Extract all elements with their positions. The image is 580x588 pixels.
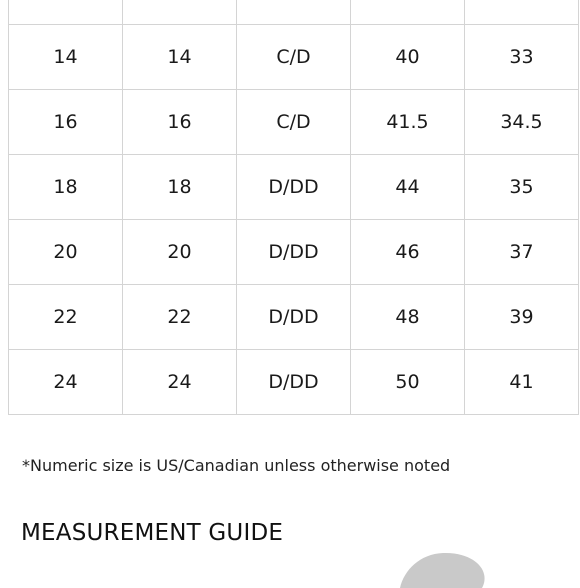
table-cell: 37 xyxy=(465,220,579,285)
table-cell: 16 xyxy=(9,90,123,155)
table-cell: 14 xyxy=(9,25,123,90)
table-cell xyxy=(351,0,465,25)
size-chart-table xyxy=(8,0,579,415)
table-cell: 24 xyxy=(9,350,123,415)
table-cell: C/D xyxy=(237,25,351,90)
table-cell: 39 xyxy=(465,285,579,350)
table-cell: 34.5 xyxy=(465,90,579,155)
table-cell: 50 xyxy=(351,350,465,415)
table-cell: 44 xyxy=(351,155,465,220)
table-cell: D/DD xyxy=(237,155,351,220)
table-cell: 20 xyxy=(123,220,237,285)
table-cell xyxy=(9,0,123,25)
table-cell: 24 xyxy=(123,350,237,415)
table-row xyxy=(9,350,579,415)
table-cell: 41.5 xyxy=(351,90,465,155)
table-cell: 20 xyxy=(9,220,123,285)
table-cell: 18 xyxy=(9,155,123,220)
table-cell: 35 xyxy=(465,155,579,220)
table-cell: 41 xyxy=(465,350,579,415)
table-cell: C/D xyxy=(237,90,351,155)
table-cell: 14 xyxy=(123,25,237,90)
table-cell: 46 xyxy=(351,220,465,285)
table-row-partial xyxy=(9,0,579,25)
table-cell: D/DD xyxy=(237,220,351,285)
table-cell: D/DD xyxy=(237,285,351,350)
measurement-guide-title: MEASUREMENT GUIDE xyxy=(21,520,284,546)
table-cell: 48 xyxy=(351,285,465,350)
table-row xyxy=(9,25,579,90)
measurement-figure-illustration xyxy=(398,548,488,588)
table-cell xyxy=(237,0,351,25)
table-row xyxy=(9,155,579,220)
size-chart-body xyxy=(9,0,579,415)
table-cell: 22 xyxy=(9,285,123,350)
table-cell xyxy=(123,0,237,25)
table-row xyxy=(9,90,579,155)
table-cell: 33 xyxy=(465,25,579,90)
table-cell xyxy=(465,0,579,25)
table-cell: 40 xyxy=(351,25,465,90)
table-row xyxy=(9,220,579,285)
figure-head-shape xyxy=(400,553,485,588)
table-cell: 22 xyxy=(123,285,237,350)
table-row xyxy=(9,285,579,350)
size-chart xyxy=(8,0,574,415)
size-note: *Numeric size is US/Canadian unless otherwise noted xyxy=(22,456,451,475)
table-cell: D/DD xyxy=(237,350,351,415)
table-cell: 18 xyxy=(123,155,237,220)
table-cell: 16 xyxy=(123,90,237,155)
